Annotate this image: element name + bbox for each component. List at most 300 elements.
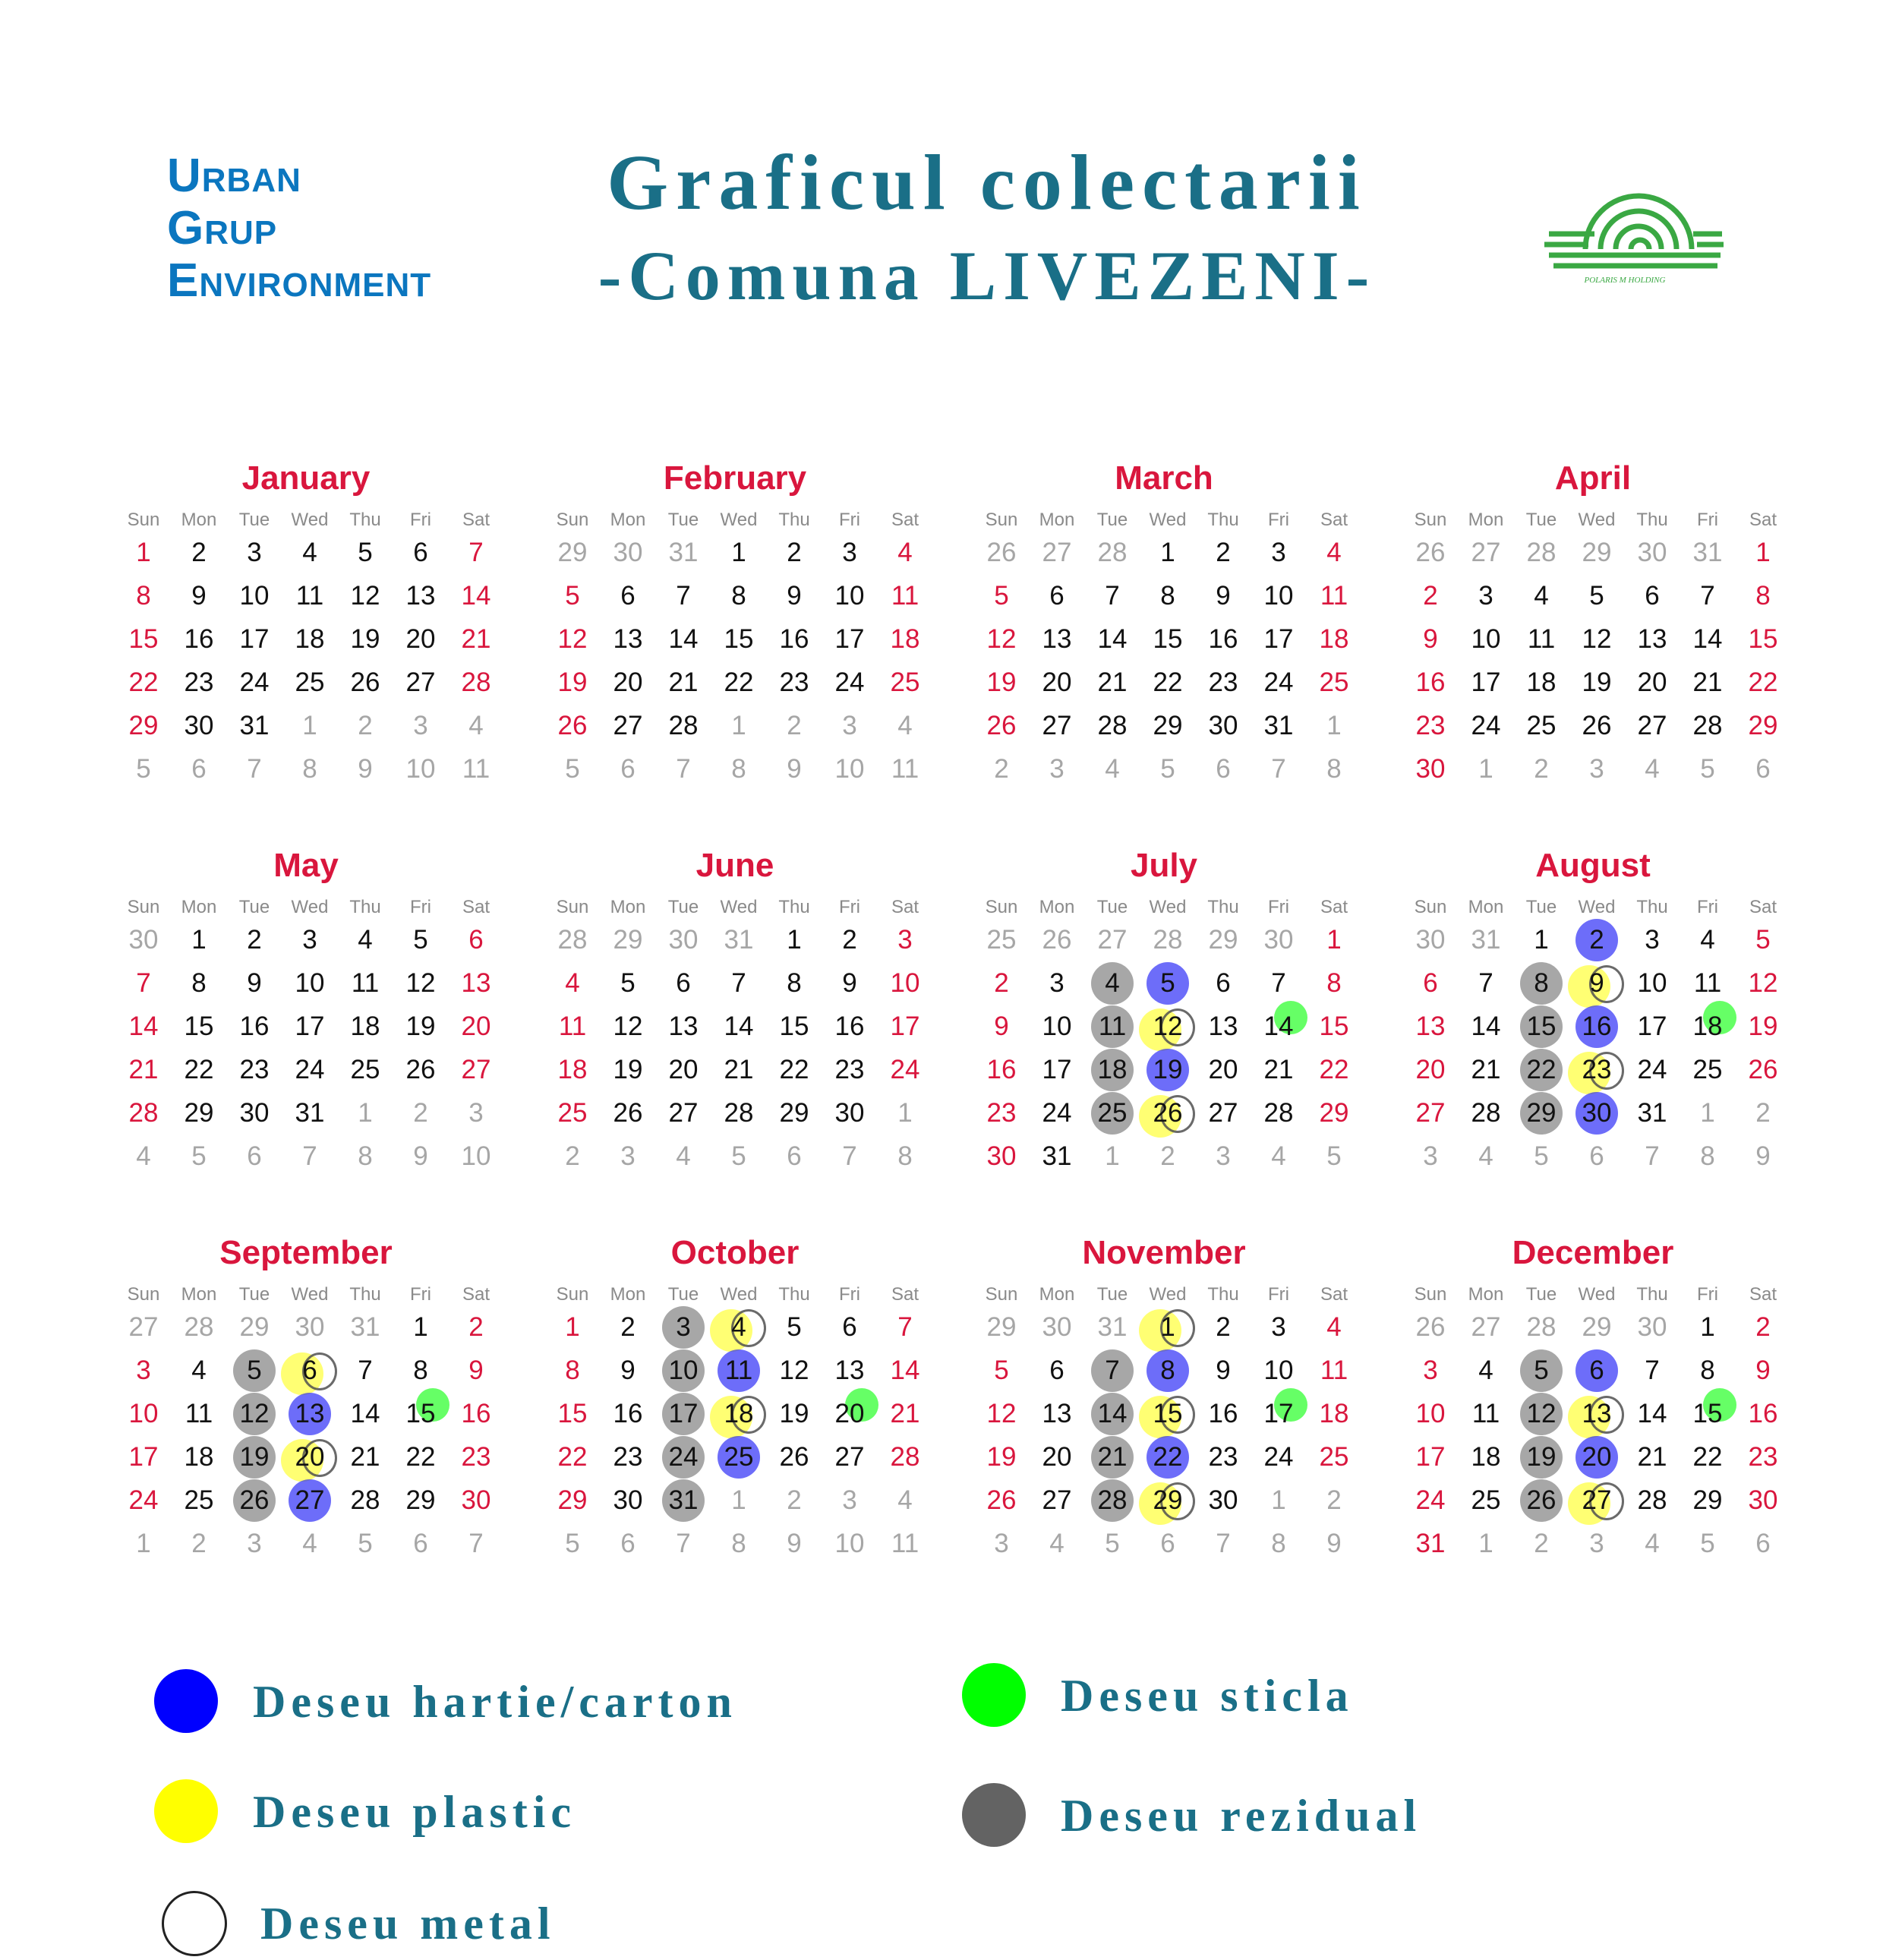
calendar-day-other-month: 3 — [1589, 754, 1604, 784]
calendar-day: 19 — [613, 1055, 643, 1084]
calendar-day: 23 — [613, 1442, 643, 1472]
calendar-day-other-month: 29 — [1208, 925, 1238, 955]
calendar-day: 17 — [668, 1399, 699, 1428]
calendar-day: 30 — [239, 1098, 270, 1128]
calendar-day: 23 — [184, 668, 214, 697]
calendar-day-other-month: 8 — [302, 754, 317, 784]
calendar-day: 13 — [1042, 1399, 1072, 1428]
calendar-day-other-month: 6 — [620, 754, 636, 784]
month-february — [545, 456, 925, 820]
calendar-day: 17 — [1042, 1055, 1072, 1084]
calendar-day: 10 — [834, 581, 865, 611]
weekday-label: Fri — [410, 897, 431, 917]
calendar-day: 26 — [779, 1442, 809, 1472]
calendar-day: 1 — [1160, 538, 1175, 567]
calendar-day: 2 — [787, 538, 802, 567]
calendar-day: 25 — [890, 668, 920, 697]
calendar-day: 22 — [1748, 668, 1778, 697]
calendar-day-other-month: 6 — [1755, 754, 1771, 784]
calendar-day: 8 — [1326, 968, 1342, 998]
calendar-day-other-month: 5 — [191, 1141, 207, 1171]
calendar-day: 18 — [1319, 624, 1349, 654]
calendar-day: 8 — [413, 1356, 428, 1385]
calendar-day: 10 — [668, 1356, 699, 1385]
calendar-day: 20 — [405, 624, 436, 654]
calendar-day: 24 — [1263, 668, 1294, 697]
weekday-label: Thu — [349, 897, 381, 917]
calendar-day: 27 — [1208, 1098, 1238, 1128]
calendar-day: 23 — [1748, 1442, 1778, 1472]
calendar-day-other-month: 28 — [1526, 1312, 1557, 1342]
calendar-day: 21 — [724, 1055, 754, 1084]
calendar-day: 21 — [461, 624, 491, 654]
calendar-day: 21 — [1471, 1055, 1501, 1084]
calendar-day: 4 — [358, 925, 373, 955]
calendar-day-other-month: 2 — [358, 711, 373, 740]
calendar-day-other-month: 5 — [358, 1529, 373, 1558]
calendar-day: 14 — [1692, 624, 1723, 654]
month-april — [1403, 456, 1783, 820]
calendar-day-other-month: 2 — [1755, 1098, 1771, 1128]
calendar-day: 24 — [1415, 1485, 1446, 1515]
calendar-day-other-month: 29 — [613, 925, 643, 955]
calendar-day-other-month: 10 — [405, 754, 436, 784]
calendar-day: 10 — [295, 968, 325, 998]
calendar-day: 28 — [1471, 1098, 1501, 1128]
calendar-day: 9 — [994, 1012, 1009, 1041]
calendar-day-other-month: 30 — [668, 925, 699, 955]
calendar-day: 13 — [668, 1012, 699, 1041]
calendar-day: 10 — [1263, 581, 1294, 611]
weekday-label: Fri — [839, 510, 860, 530]
calendar-day: 6 — [1216, 968, 1231, 998]
calendar-day: 7 — [676, 581, 691, 611]
white-circle-icon — [162, 1891, 227, 1956]
weekday-label: Sun — [127, 1284, 160, 1305]
calendar-day: 1 — [1534, 925, 1549, 955]
logo-word-environment: NVIRONMENT — [199, 267, 432, 304]
calendar-day: 15 — [779, 1012, 809, 1041]
calendar-day: 18 — [724, 1399, 754, 1428]
calendar-day: 4 — [1326, 1312, 1342, 1342]
calendar-day: 15 — [1319, 1012, 1349, 1041]
calendar-day: 21 — [1263, 1055, 1294, 1084]
calendar-day: 16 — [1415, 668, 1446, 697]
calendar-day: 10 — [890, 968, 920, 998]
month-september — [116, 1230, 496, 1595]
calendar-day: 31 — [1637, 1098, 1667, 1128]
month-may — [116, 843, 496, 1207]
calendar-day: 28 — [1692, 711, 1723, 740]
polaris-logo-icon — [1541, 159, 1724, 289]
logo-initial-g: G — [167, 202, 205, 254]
calendar-day-other-month: 3 — [1216, 1141, 1231, 1171]
weekday-label: Sat — [1749, 897, 1777, 917]
yellow-dot-icon — [154, 1779, 218, 1843]
calendar-day: 11 — [351, 968, 380, 998]
calendar-day: 4 — [1326, 538, 1342, 567]
calendar-day: 30 — [613, 1485, 643, 1515]
calendar-day: 14 — [350, 1399, 380, 1428]
calendar-day-other-month: 9 — [358, 754, 373, 784]
calendar-day: 31 — [1415, 1529, 1446, 1558]
calendar-day-other-month: 31 — [1097, 1312, 1128, 1342]
calendar-day: 13 — [613, 624, 643, 654]
weekday-label: Fri — [410, 510, 431, 530]
calendar-day: 19 — [1748, 1012, 1778, 1041]
calendar-day: 19 — [557, 668, 588, 697]
calendar-day: 23 — [834, 1055, 865, 1084]
calendar-day: 28 — [350, 1485, 380, 1515]
calendar-day-other-month: 7 — [676, 1529, 691, 1558]
weekday-label: Sun — [556, 1284, 589, 1305]
calendar-day: 14 — [128, 1012, 159, 1041]
weekday-label: Fri — [839, 1284, 860, 1305]
calendar-day-other-month: 3 — [620, 1141, 636, 1171]
calendar-day-other-month: 1 — [1478, 754, 1493, 784]
calendar-day: 26 — [986, 711, 1017, 740]
calendar-day: 18 — [1319, 1399, 1349, 1428]
calendar-day: 7 — [1478, 968, 1493, 998]
calendar-day-other-month: 30 — [1042, 1312, 1072, 1342]
calendar-day: 30 — [1208, 711, 1238, 740]
calendar-day: 11 — [1098, 1012, 1127, 1041]
calendar-day: 12 — [1526, 1399, 1557, 1428]
calendar-day-other-month: 1 — [731, 1485, 746, 1515]
calendar-day: 27 — [405, 668, 436, 697]
weekday-label: Thu — [778, 1284, 810, 1305]
calendar-day: 9 — [1755, 1356, 1771, 1385]
calendar-day: 11 — [1320, 581, 1348, 611]
calendar-day-other-month: 9 — [787, 1529, 802, 1558]
calendar-day: 2 — [1423, 581, 1438, 611]
calendar-day: 5 — [247, 1356, 262, 1385]
calendar-day-other-month: 29 — [1582, 538, 1612, 567]
weekday-label: Wed — [720, 897, 758, 917]
weekday-label: Thu — [1636, 897, 1668, 917]
calendar-day-other-month: 28 — [1526, 538, 1557, 567]
calendar-day-other-month: 9 — [787, 754, 802, 784]
calendar-day: 6 — [302, 1356, 317, 1385]
calendar-day-other-month: 9 — [1326, 1529, 1342, 1558]
calendar-day: 5 — [1589, 581, 1604, 611]
month-october — [545, 1230, 925, 1595]
weekday-label: Wed — [291, 510, 329, 530]
calendar-day: 2 — [842, 925, 857, 955]
calendar-day: 1 — [191, 925, 207, 955]
calendar-day: 1 — [1755, 538, 1771, 567]
calendar-day: 3 — [1423, 1356, 1438, 1385]
calendar-day: 13 — [1582, 1399, 1612, 1428]
calendar-day: 2 — [247, 925, 262, 955]
calendar-day: 3 — [136, 1356, 151, 1385]
weekday-label: Thu — [1207, 1284, 1239, 1305]
calendar-day-other-month: 9 — [1755, 1141, 1771, 1171]
urban-grup-logo — [167, 152, 431, 309]
calendar-day: 18 — [1097, 1055, 1128, 1084]
calendar-day: 27 — [1637, 711, 1667, 740]
calendar-day: 4 — [302, 538, 317, 567]
calendar-day: 10 — [1637, 968, 1667, 998]
calendar-day: 2 — [1589, 925, 1604, 955]
calendar-day: 8 — [787, 968, 802, 998]
calendar-day-other-month: 28 — [557, 925, 588, 955]
calendar-day: 11 — [1693, 968, 1722, 998]
calendar-day: 24 — [239, 668, 270, 697]
calendar-day: 20 — [1637, 668, 1667, 697]
calendar-day: 21 — [668, 668, 699, 697]
calendar-day: 14 — [1637, 1399, 1667, 1428]
calendar-day: 6 — [620, 581, 636, 611]
calendar-day: 7 — [358, 1356, 373, 1385]
calendar-day: 3 — [1049, 968, 1065, 998]
calendar-day-other-month: 11 — [891, 754, 919, 784]
calendar-day: 13 — [1208, 1012, 1238, 1041]
weekday-label: Thu — [349, 510, 381, 530]
weekday-label: Tue — [1525, 1284, 1557, 1305]
calendar-day: 17 — [1637, 1012, 1667, 1041]
calendar-day: 9 — [1423, 624, 1438, 654]
calendar-day: 5 — [565, 581, 580, 611]
calendar-day: 23 — [779, 668, 809, 697]
calendar-day: 20 — [1042, 668, 1072, 697]
calendar-day: 15 — [1153, 624, 1183, 654]
calendar-day-other-month: 31 — [668, 538, 699, 567]
calendar-day-other-month: 3 — [468, 1098, 484, 1128]
calendar-day: 24 — [1263, 1442, 1294, 1472]
calendar-day: 13 — [461, 968, 491, 998]
calendar-day-other-month: 31 — [724, 925, 754, 955]
calendar-day-other-month: 30 — [1637, 538, 1667, 567]
weekday-label: Thu — [778, 510, 810, 530]
calendar-day: 4 — [897, 538, 913, 567]
calendar-day: 23 — [461, 1442, 491, 1472]
calendar-day: 3 — [247, 538, 262, 567]
calendar-day: 2 — [620, 1312, 636, 1342]
calendar-day: 12 — [613, 1012, 643, 1041]
calendar-day: 3 — [1478, 581, 1493, 611]
calendar-day: 8 — [1534, 968, 1549, 998]
calendar-day: 7 — [1105, 1356, 1120, 1385]
calendar-day: 6 — [1589, 1356, 1604, 1385]
weekday-label: Wed — [1578, 897, 1616, 917]
weekday-label: Sun — [985, 1284, 1018, 1305]
calendar-day-other-month: 10 — [834, 1529, 865, 1558]
calendar-day: 7 — [1105, 581, 1120, 611]
calendar-day: 12 — [350, 581, 380, 611]
calendar-day-other-month: 6 — [413, 1529, 428, 1558]
calendar-day-other-month: 7 — [302, 1141, 317, 1171]
calendar-day: 13 — [1042, 624, 1072, 654]
calendar-day-other-month: 2 — [994, 754, 1009, 784]
calendar-day: 7 — [897, 1312, 913, 1342]
calendar-day: 6 — [1049, 581, 1065, 611]
calendar-day-other-month: 7 — [842, 1141, 857, 1171]
weekday-label: Fri — [1268, 510, 1289, 530]
calendar-day-other-month: 6 — [620, 1529, 636, 1558]
calendar-day-other-month: 1 — [1326, 711, 1342, 740]
calendar-day: 25 — [1319, 1442, 1349, 1472]
calendar-day: 12 — [986, 1399, 1017, 1428]
calendar-day: 15 — [1153, 1399, 1183, 1428]
calendar-day-other-month: 7 — [1271, 754, 1286, 784]
weekday-label: Tue — [238, 897, 270, 917]
calendar-day: 15 — [1748, 624, 1778, 654]
calendar-day: 7 — [1645, 1356, 1660, 1385]
calendar-day: 24 — [1637, 1055, 1667, 1084]
calendar-day: 19 — [405, 1012, 436, 1041]
calendar-day: 9 — [842, 968, 857, 998]
calendar-day-other-month: 8 — [358, 1141, 373, 1171]
calendar-day: 17 — [128, 1442, 159, 1472]
calendar-day: 17 — [1415, 1442, 1446, 1472]
calendar-day: 12 — [405, 968, 436, 998]
calendar-day: 22 — [1153, 668, 1183, 697]
calendar-day: 11 — [891, 581, 919, 611]
weekday-label: Tue — [238, 510, 270, 530]
calendar-day-other-month: 5 — [1105, 1529, 1120, 1558]
calendar-day: 10 — [1415, 1399, 1446, 1428]
calendar-day: 12 — [1748, 968, 1778, 998]
calendar-day-other-month: 4 — [676, 1141, 691, 1171]
weekday-label: Fri — [1697, 1284, 1718, 1305]
calendar-day-other-month: 9 — [413, 1141, 428, 1171]
calendar-day-other-month: 1 — [1105, 1141, 1120, 1171]
polaris-logo — [1541, 159, 1724, 289]
calendar-day-other-month: 11 — [891, 1529, 919, 1558]
calendar-day: 28 — [890, 1442, 920, 1472]
calendar-day: 17 — [1263, 624, 1294, 654]
calendar-day: 4 — [1534, 581, 1549, 611]
calendar-day: 25 — [557, 1098, 588, 1128]
calendar-day-other-month: 26 — [1042, 925, 1072, 955]
calendar-day-other-month: 26 — [1415, 538, 1446, 567]
month-december — [1403, 1230, 1783, 1595]
calendar-day: 28 — [461, 668, 491, 697]
calendar-day: 21 — [1692, 668, 1723, 697]
calendar-day: 26 — [557, 711, 588, 740]
calendar-day-other-month: 5 — [565, 1529, 580, 1558]
logo-initial-e: E — [167, 254, 200, 307]
calendar-day: 11 — [1471, 1399, 1500, 1428]
weekday-label: Sat — [1749, 510, 1777, 530]
calendar-day: 25 — [184, 1485, 214, 1515]
calendar-day-other-month: 7 — [676, 754, 691, 784]
calendar-day-other-month: 29 — [986, 1312, 1017, 1342]
calendar-day-other-month: 8 — [1700, 1141, 1715, 1171]
page-title — [425, 137, 1549, 322]
calendar-day: 13 — [1415, 1012, 1446, 1041]
calendar-day: 1 — [1160, 1312, 1175, 1342]
weekday-label: Mon — [1039, 897, 1075, 917]
month-name: July — [1130, 847, 1198, 884]
calendar-day-other-month: 4 — [1645, 1529, 1660, 1558]
weekday-label: Mon — [181, 510, 217, 530]
weekday-label: Sun — [1414, 897, 1447, 917]
calendar-day: 7 — [136, 968, 151, 998]
calendar-day-other-month: 31 — [1471, 925, 1501, 955]
calendar-day: 16 — [779, 624, 809, 654]
calendar-day: 31 — [1042, 1141, 1072, 1171]
calendar-day-other-month: 30 — [1637, 1312, 1667, 1342]
calendar-day: 25 — [295, 668, 325, 697]
calendar-day-other-month: 31 — [350, 1312, 380, 1342]
calendar-day: 22 — [1692, 1442, 1723, 1472]
calendar-day: 6 — [842, 1312, 857, 1342]
calendar-day-other-month: 1 — [1478, 1529, 1493, 1558]
logo-initial-u: U — [167, 150, 202, 202]
weekday-label: Sat — [1320, 897, 1348, 917]
calendar-day: 18 — [350, 1012, 380, 1041]
month-name: October — [670, 1234, 800, 1271]
calendar-day-other-month: 8 — [1271, 1529, 1286, 1558]
calendar-day: 3 — [897, 925, 913, 955]
calendar-day-other-month: 2 — [787, 1485, 802, 1515]
calendar-day-other-month: 29 — [239, 1312, 270, 1342]
calendar-day: 2 — [994, 968, 1009, 998]
calendar-day: 24 — [668, 1442, 699, 1472]
calendar-day: 16 — [986, 1055, 1017, 1084]
calendar-day: 22 — [405, 1442, 436, 1472]
calendar-day-other-month: 2 — [1534, 1529, 1549, 1558]
calendar-day-other-month: 6 — [1755, 1529, 1771, 1558]
calendar-day: 15 — [557, 1399, 588, 1428]
calendar-day: 16 — [1582, 1012, 1612, 1041]
calendar-day: 29 — [184, 1098, 214, 1128]
calendar-day-other-month: 31 — [1692, 538, 1723, 567]
calendar-day: 24 — [1471, 711, 1501, 740]
gray-dot-icon — [962, 1783, 1026, 1847]
calendar-day: 8 — [1755, 581, 1771, 611]
calendar-day: 7 — [1700, 581, 1715, 611]
title-line-2: -Comuna LIVEZENI- — [598, 237, 1377, 314]
calendar-day: 8 — [565, 1356, 580, 1385]
calendar-day: 9 — [468, 1356, 484, 1385]
calendar-day-other-month: 30 — [613, 538, 643, 567]
calendar-day: 29 — [1319, 1098, 1349, 1128]
calendar-day: 5 — [1534, 1356, 1549, 1385]
weekday-label: Mon — [1039, 1284, 1075, 1305]
calendar-day: 21 — [350, 1442, 380, 1472]
calendar-day: 9 — [787, 581, 802, 611]
calendar-day: 23 — [986, 1098, 1017, 1128]
calendar-day: 21 — [1637, 1442, 1667, 1472]
calendar-day: 26 — [239, 1485, 270, 1515]
weekday-label: Sun — [556, 510, 589, 530]
calendar-day: 25 — [724, 1442, 754, 1472]
calendar-day: 29 — [128, 711, 159, 740]
calendar-day: 27 — [613, 711, 643, 740]
calendar-day: 27 — [461, 1055, 491, 1084]
calendar-day-other-month: 6 — [1589, 1141, 1604, 1171]
calendar-day: 11 — [1320, 1356, 1348, 1385]
calendar-day-other-month: 27 — [128, 1312, 159, 1342]
weekday-label: Sat — [891, 510, 919, 530]
calendar-day-other-month: 7 — [468, 1529, 484, 1558]
calendar-day: 1 — [787, 925, 802, 955]
calendar-day: 18 — [1692, 1012, 1723, 1041]
calendar-day-other-month: 3 — [1423, 1141, 1438, 1171]
weekday-label: Mon — [610, 510, 646, 530]
calendar-day: 3 — [1271, 1312, 1286, 1342]
calendar-day-other-month: 4 — [1271, 1141, 1286, 1171]
calendar-day: 24 — [128, 1485, 159, 1515]
calendar-day: 17 — [239, 624, 270, 654]
calendar-day-other-month: 3 — [1049, 754, 1065, 784]
calendar-day: 12 — [986, 624, 1017, 654]
calendar-day-other-month: 3 — [842, 1485, 857, 1515]
calendar-day: 11 — [295, 581, 324, 611]
